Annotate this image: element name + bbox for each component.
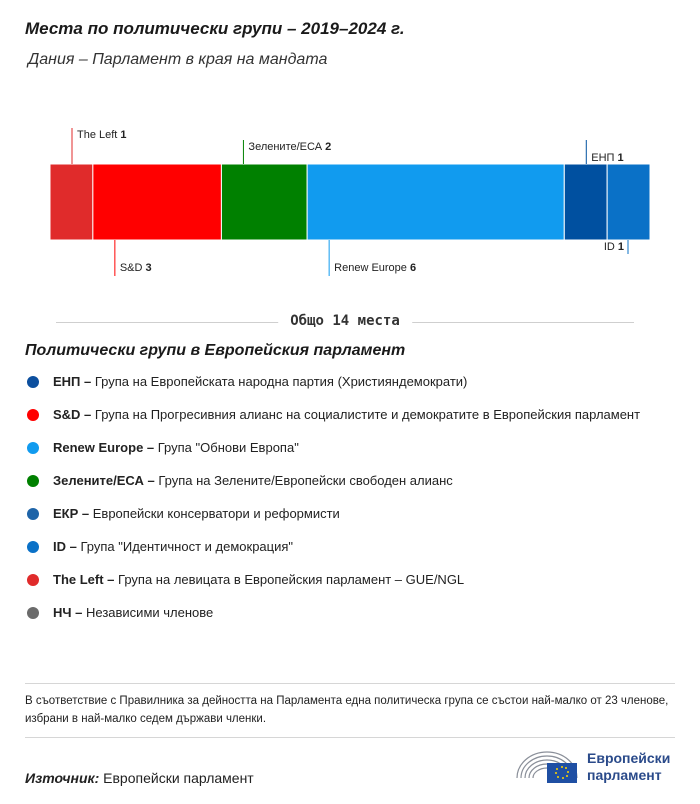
legend-item xyxy=(25,571,665,589)
ep-logo-line2: парламент xyxy=(587,767,662,783)
seat-bar-chart xyxy=(0,120,700,285)
legend-dot xyxy=(27,574,39,586)
legend-dot xyxy=(27,376,39,388)
legend-dot xyxy=(27,475,39,487)
total-seats-label: Общо 14 места xyxy=(278,313,412,329)
legend-item xyxy=(25,472,665,490)
bar-segment xyxy=(564,164,607,240)
legend xyxy=(25,373,665,637)
legend-group-name: Зелените/ЕСА – xyxy=(53,473,155,488)
legend-group-name: ЕКР – xyxy=(53,506,90,521)
legend-group-name: ЕНП – xyxy=(53,374,92,389)
legend-group-description: Група "Обнови Европа" xyxy=(154,440,299,455)
legend-dot xyxy=(27,607,39,619)
ep-hemicycle-icon xyxy=(515,746,581,786)
bar-segment xyxy=(307,164,564,240)
legend-item xyxy=(25,604,665,622)
bar-data-label: Зелените/ЕСА 2 xyxy=(248,141,332,153)
ep-logo-line1: Европейски xyxy=(587,750,671,766)
legend-item xyxy=(25,406,665,424)
legend-group-name: S&D – xyxy=(53,407,92,422)
legend-group-description: Група на Европейската народна партия (Християндемократи) xyxy=(91,374,468,389)
source-line xyxy=(25,770,254,786)
bar-data-label: Renew Europe 6 xyxy=(334,262,417,274)
legend-item xyxy=(25,538,665,556)
legend-group-name: ID – xyxy=(53,539,77,554)
legend-group-description: Група на Прогресивния алианс на социалистите и демократите в Европейския парламент xyxy=(91,407,641,422)
bar-data-label: S&D 3 xyxy=(119,262,152,274)
total-seats xyxy=(56,311,634,333)
bar-segment xyxy=(221,164,307,240)
note-bottom-divider xyxy=(25,737,675,738)
ep-logo-text xyxy=(587,750,670,784)
legend-dot xyxy=(27,442,39,454)
source-label: Източник: xyxy=(25,770,100,786)
bar-segment xyxy=(50,164,93,240)
legend-title: Политически групи в Европейския парламент xyxy=(25,342,406,359)
legend-item xyxy=(25,439,665,457)
legend-group-description: Група "Идентичност и демокрация" xyxy=(76,539,294,554)
legend-group-description: Европейски консерватори и реформисти xyxy=(89,506,340,521)
footnote: В съответствие с Правилника за дейността на Парламента една политическа група се състои най-малко от 23 членове, избрани в най-малко седем държави членки. xyxy=(25,695,669,725)
bar-segment xyxy=(93,164,222,240)
note-top-divider xyxy=(25,683,675,684)
bar-data-label: The Left 1 xyxy=(77,129,127,141)
source-value: Европейски парламент xyxy=(99,770,254,786)
legend-group-description: Група на Зелените/Европейски свободен алианс xyxy=(154,473,453,488)
legend-group-name: The Left – xyxy=(53,572,115,587)
legend-item xyxy=(25,505,665,523)
legend-group-name: НЧ – xyxy=(53,605,83,620)
legend-group-description: Независими членове xyxy=(82,605,214,620)
chart-subtitle: Дания – Парламент в края на мандата xyxy=(28,51,328,68)
legend-dot xyxy=(27,541,39,553)
legend-dot xyxy=(27,508,39,520)
legend-item xyxy=(25,373,665,391)
bar-data-label: ID 1 xyxy=(603,241,624,253)
chart-title: Места по политически групи – 2019–2024 г. xyxy=(25,19,405,38)
bar-data-label: ЕНП 1 xyxy=(591,152,624,164)
ep-logo xyxy=(515,746,685,786)
bar-segment xyxy=(607,164,650,240)
legend-dot xyxy=(27,409,39,421)
legend-group-name: Renew Europe – xyxy=(53,440,155,455)
legend-group-description: Група на левицата в Европейския парламент – GUE/NGL xyxy=(114,572,465,587)
